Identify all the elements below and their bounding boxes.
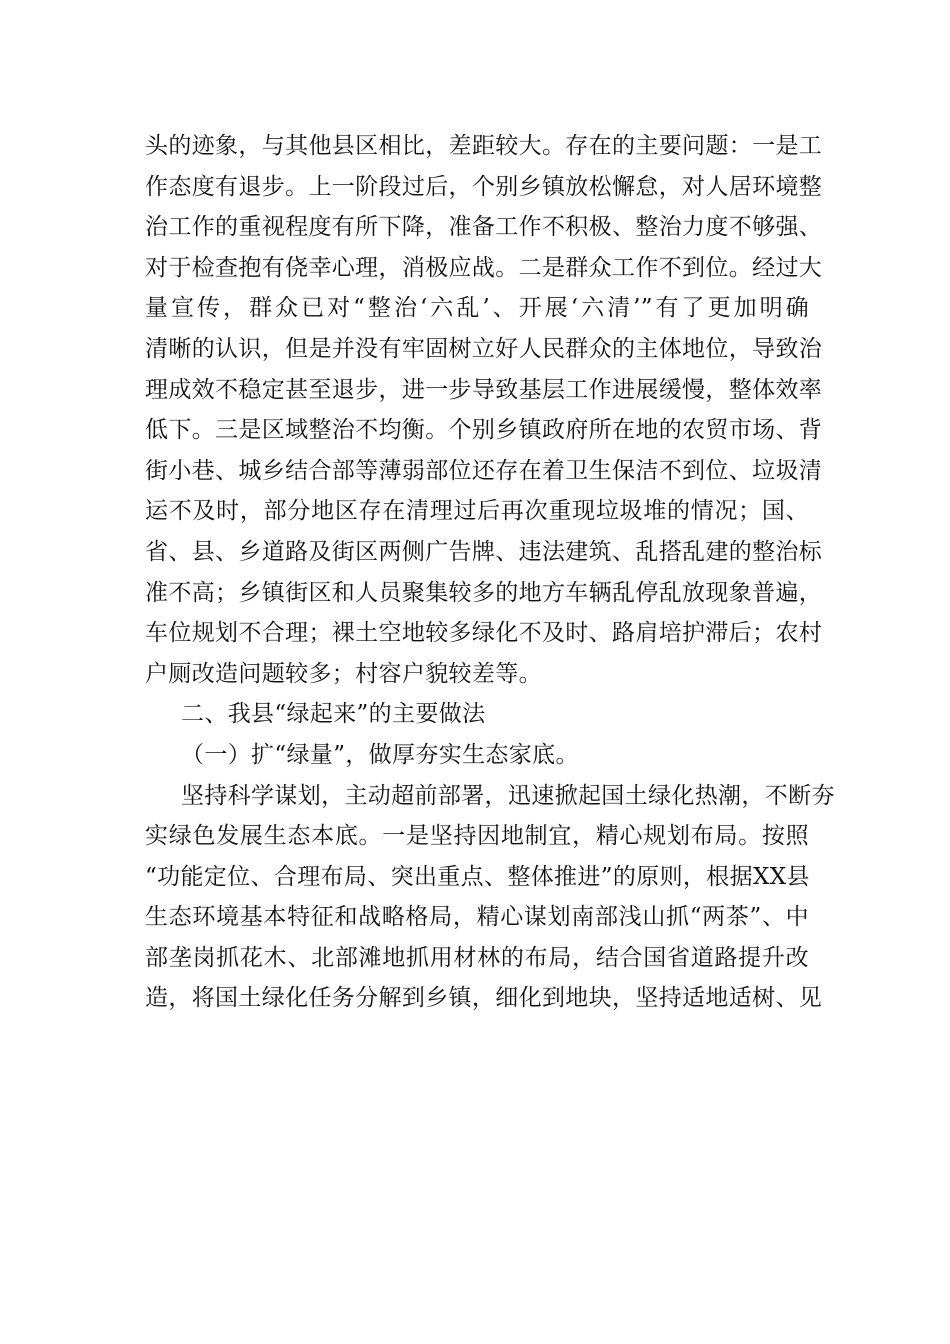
paragraph-line: “功能定位、合理布局、突出重点、整体推进”的原则，根据XX县 — [145, 863, 810, 890]
paragraph-line: 实绿色发展生态本底。一是坚持因地制宜，精心规划布局。按照 — [145, 823, 809, 850]
paragraph-line: 坚持科学谋划，主动超前部署，迅速掀起国土绿化热潮，不断夯 — [181, 782, 835, 809]
paragraph-line: 低下。三是区域整治不均衡。个别乡镇政府所在地的农贸市场、背 — [145, 417, 823, 444]
paragraph-line: 街小巷、城乡结合部等薄弱部位还存在着卫生保洁不到位、垃圾清 — [145, 457, 823, 484]
section-heading: 二、我县“绿起来”的主要做法 — [181, 701, 486, 728]
paragraph-line: 户厕改造问题较多；村容户貌较差等。 — [145, 660, 542, 687]
paragraph-line: 造，将国土绿化任务分解到乡镇，细化到地块，坚持适地适树、见 — [145, 985, 823, 1012]
paragraph-line: 对于检查抱有侥幸心理，消极应战。二是群众工作不到位。经过大 — [145, 254, 823, 281]
paragraph-line: 省、县、乡道路及街区两侧广告牌、违法建筑、乱搭乱建的整治标 — [145, 538, 823, 565]
paragraph-line: 量宣传，群众已对“整治‘六乱’、开展‘六清’”有了更加明确 — [145, 295, 809, 322]
paragraph-line: 治工作的重视程度有所下降，准备工作不积极、整治力度不够强、 — [145, 214, 823, 241]
paragraph-line: 准不高；乡镇街区和人员聚集较多的地方车辆乱停乱放现象普遍， — [145, 579, 823, 606]
paragraph-line: 清晰的认识，但是并没有牢固树立好人民群众的主体地位，导致治 — [145, 335, 823, 362]
paragraph-line: 部垄岗抓花木、北部滩地抓用材林的布局，结合国省道路提升改 — [145, 944, 809, 971]
paragraph-line: 生态环境基本特征和战略格局，精心谋划南部浅山抓“两茶”、中 — [145, 904, 809, 931]
paragraph-line: 车位规划不合理；裸土空地较多绿化不及时、路肩培护滞后；农村 — [145, 620, 823, 647]
paragraph-line: 作态度有退步。上一阶段过后，个别乡镇放松懈怠，对人居环境整 — [145, 173, 823, 200]
subsection-heading: （一）扩“绿量”，做厚夯实生态家底。 — [181, 741, 579, 768]
paragraph-line: 运不及时，部分地区存在清理过后再次重现垃圾堆的情况；国、 — [145, 498, 809, 525]
document-body — [145, 126, 835, 1019]
paragraph-line: 理成效不稳定甚至退步，进一步导致基层工作进展缓慢，整体效率 — [145, 376, 823, 403]
paragraph-line: 头的迹象，与其他县区相比，差距较大。存在的主要问题：一是工 — [145, 133, 823, 159]
